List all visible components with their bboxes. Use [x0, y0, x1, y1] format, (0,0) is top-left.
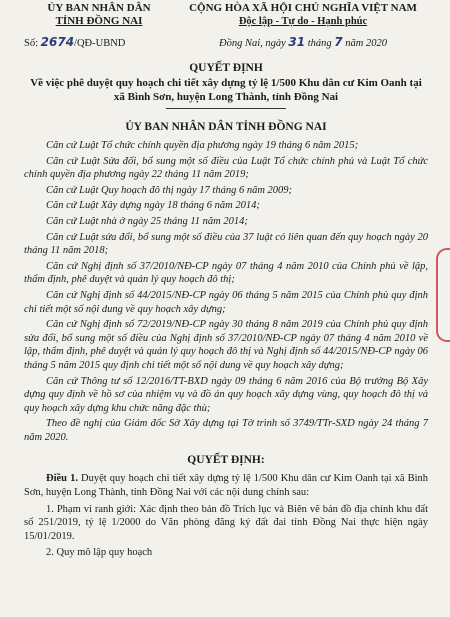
- authority-heading: ỦY BAN NHÂN DÂN TỈNH ĐỒNG NAI: [125, 121, 327, 133]
- document-date: [178, 36, 428, 50]
- national-motto: Độc lập - Tự do - Hạnh phúc: [238, 16, 368, 27]
- article-item: 2. Quy mô lập quy hoạch: [46, 547, 153, 559]
- issuing-agency: [24, 2, 174, 28]
- article-1-text: Duyệt quy hoạch chi tiết xây dựng tỷ lệ 1/500 Khu dân cư Kim Oanh tại xã Bình Sơn, huyện Long Thành, tỉnh Đồng Nai với các nội dung chính sau:: [24, 473, 429, 499]
- article-item: 1. Phạm vi ranh giới: Xác định theo bản đồ Trích lục và Biên vẽ bản đồ địa chính khu đất số 251/2019, tỷ lệ 1/2000 do Văn phòng đăng ký đất đai tỉnh Đồng Nai thực hiện ngày 15/01/2019.: [24, 503, 428, 542]
- date-day-handwritten: 31: [288, 35, 306, 49]
- document-header: [24, 2, 428, 28]
- legal-basis: Căn cứ Nghị định số 72/2019/NĐ-CP ngày 30 tháng 8 năm 2019 của Chính phủ quy định sửa đổi, bổ sung một số điều của Nghị định số 37/2010/NĐ-CP ngày 07 tháng 4 năm 2010 về lập, thẩm định, phê duyệt và quản lý quy hoạch đô thị và Nghị định số 44/2015/NĐ-CP ngày 06 tháng 5 năm 2015 quy định chi tiết một số nội dung về quy hoạch xây dựng;: [24, 319, 428, 371]
- country-name: CỘNG HÒA XÃ HỘI CHỦ NGHĨA VIỆT NAM: [189, 2, 417, 14]
- document-meta: [24, 36, 428, 50]
- agency-line-2: TỈNH ĐỒNG NAI: [55, 15, 143, 27]
- document-subject: Về việc phê duyệt quy hoạch chi tiết xây dựng tỷ lệ 1/500 Khu dân cư Kim Oanh tại xã Bình Sơn, huyện Long Thành, tỉnh Đồng Nai: [30, 77, 422, 103]
- legal-basis: Căn cứ Luật Tổ chức chính quyền địa phương ngày 19 tháng 6 năm 2015;: [46, 140, 359, 151]
- legal-bases: [24, 139, 428, 444]
- document-number: [24, 36, 174, 50]
- article-1: [24, 472, 428, 499]
- date-month-word: tháng: [307, 38, 332, 49]
- legal-basis: Theo đề nghị của Giám đốc Sở Xây dựng tại Tờ trình số 3749/TTr-SXD ngày 24 tháng 7 năm 2020.: [24, 418, 428, 443]
- date-month-handwritten: 7: [334, 35, 343, 49]
- legal-basis: Căn cứ Luật Xây dựng ngày 18 tháng 6 năm 2014;: [46, 200, 260, 212]
- legal-basis: Căn cứ Luật Sửa đổi, bổ sung một số điều của Luật Tổ chức chính phủ và Luật Tổ chức chính quyền địa phương ngày 22 tháng 11 năm 2019;: [24, 155, 428, 181]
- legal-basis: Căn cứ Nghị định số 37/2010/NĐ-CP ngày 07 tháng 4 năm 2010 của Chính phủ về lập, thẩm định, phê duyệt và quản lý quy hoạch đô thị;: [24, 260, 428, 286]
- legal-basis: Căn cứ Thông tư số 12/2016/TT-BXD ngày 09 tháng 6 năm 2016 của Bộ trưởng Bộ Xây dựng quy định về hồ sơ của nhiệm vụ và đồ án quy hoạch xây dựng vùng, quy hoạch đô thị và quy hoạch xây dựng khu chức năng đặc thù;: [24, 375, 428, 414]
- number-handwritten: 2674: [40, 35, 75, 49]
- date-year: năm 2020: [345, 38, 387, 49]
- legal-basis: Căn cứ Luật nhà ở ngày 25 tháng 11 năm 2014;: [46, 215, 248, 227]
- article-1-label: Điều 1.: [46, 473, 78, 485]
- decision-heading: QUYẾT ĐỊNH:: [187, 454, 265, 467]
- legal-basis: Căn cứ Luật Quy hoạch đô thị ngày 17 tháng 6 năm 2009;: [46, 184, 293, 196]
- agency-line-1: ỦY BAN NHÂN DÂN: [47, 2, 151, 14]
- subject-underline: [166, 108, 286, 109]
- date-prefix: Đồng Nai, ngày: [219, 38, 286, 49]
- number-prefix: Số:: [24, 38, 39, 49]
- number-suffix: /QĐ-UBND: [74, 38, 126, 49]
- legal-basis: Căn cứ Nghị định số 44/2015/NĐ-CP ngày 06 tháng 5 năm 2015 của Chính phủ quy định chi tiết một số nội dung về quy hoạch xây dựng;: [24, 289, 428, 315]
- national-title: [178, 2, 428, 28]
- legal-basis: Căn cứ Luật sửa đổi, bổ sung một số điều của 37 luật có liên quan đến quy hoạch ngày 20 tháng 11 năm 2018;: [24, 231, 428, 257]
- document-title: QUYẾT ĐỊNH: [189, 62, 263, 74]
- seal-stamp-edge: [436, 248, 450, 342]
